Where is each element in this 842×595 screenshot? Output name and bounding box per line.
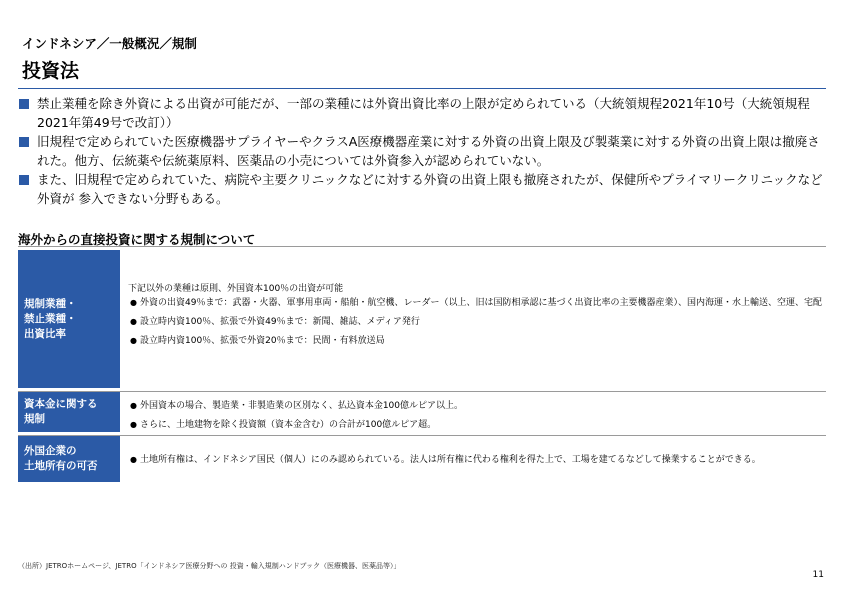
page-title: 投資法 [22,60,80,82]
row-item [128,315,826,329]
title-divider [18,88,826,89]
row-header-label: 資本金に関する 規制 [24,398,98,425]
source-note: （出所）JETROホームページ、JETRO「インドネシア医療分野への 投資・輸入規制ハンドブック（医療機器、医薬品等）」 [18,562,401,570]
breadcrumb: インドネシア／一般概況／規制 [22,36,197,51]
bullet-dot-icon: ● [130,420,137,429]
table-heading: 海外からの直接投資に関する規制について [18,232,256,247]
row-item [128,399,826,413]
row-body [128,250,826,388]
summary-bullet-text: 禁止業種を除き外資による出資が可能だが、一部の業種には外資出資比率の上限が定められている（大統領規程2021年10号（大統領規程2021年第49号で改訂）） [37,96,810,130]
summary-bullet [18,95,830,132]
row-item [128,453,826,467]
row-body [128,392,826,432]
table-row [18,250,826,388]
row-header-label: 外国企業の 土地所有の可否 [24,445,98,472]
row-item [128,334,826,348]
square-bullet-icon [19,175,29,185]
square-bullet-icon [19,137,29,147]
page-number: 11 [812,570,824,580]
row-item [128,296,826,310]
row-item-text: 土地所有権は、インドネシア国民（個人）にのみ認められている。法人は所有権に代わる権利を得た上で、工場を建てるなどして操業することができる。 [140,455,761,465]
row-intro: 下記以外の業種は原則、外国資本100％の出資が可能 [128,284,344,294]
summary-bullets [18,95,830,209]
bullet-dot-icon: ● [130,298,137,307]
row-item-text: さらに、土地建物を除く投資額（資本金含む）の合計が100億ルピア超。 [140,420,437,430]
row-header [18,392,120,432]
row-item [128,418,826,432]
bullet-dot-icon: ● [130,455,137,464]
summary-bullet [18,133,830,170]
row-header-label: 規制業種・ 禁止業種・ 出資比率 [24,297,77,340]
summary-bullet-text: 旧規程で定められていた医療機器サプライヤーやクラスA医療機器産業に対する外資の出資上限及び製薬業に対する外資の出資上限は撤廃された。他方、伝統薬や伝統薬原料、医薬品の小売については外資参入が認められていない。 [37,134,820,168]
summary-bullet [18,171,830,208]
bullet-dot-icon: ● [130,401,137,410]
row-header [18,250,120,388]
row-body [128,436,826,482]
bullet-dot-icon: ● [130,317,137,326]
row-header [18,436,120,482]
table-row [18,392,826,432]
row-item-text: 設立時内資100％、拡張で外資20％まで：民間・有料放送局 [140,336,385,346]
table-top-rule [18,246,826,247]
summary-bullet-text: また、旧規程で定められていた、病院や主要クリニックなどに対する外資の出資上限も撤廃されたが、保健所やプライマリークリニックなど外資が 参入できない分野もある。 [37,172,823,206]
bullet-dot-icon: ● [130,336,137,345]
row-item-text: 外国資本の場合、製造業・非製造業の区別なく、払込資本金100億ルピア以上。 [140,401,464,411]
row-item-text: 設立時内資100％、拡張で外資49％まで：新聞、雑誌、メディア発行 [140,317,420,327]
square-bullet-icon [19,99,29,109]
table-row [18,436,826,482]
row-item-text: 外資の出資49％まで：武器・火器、軍事用車両・船舶・航空機、レーダー（以上、旧は国防相承認に基づく出資比率の主要機器産業）、国内海運・水上輸送、空運、宅配 [140,298,822,308]
